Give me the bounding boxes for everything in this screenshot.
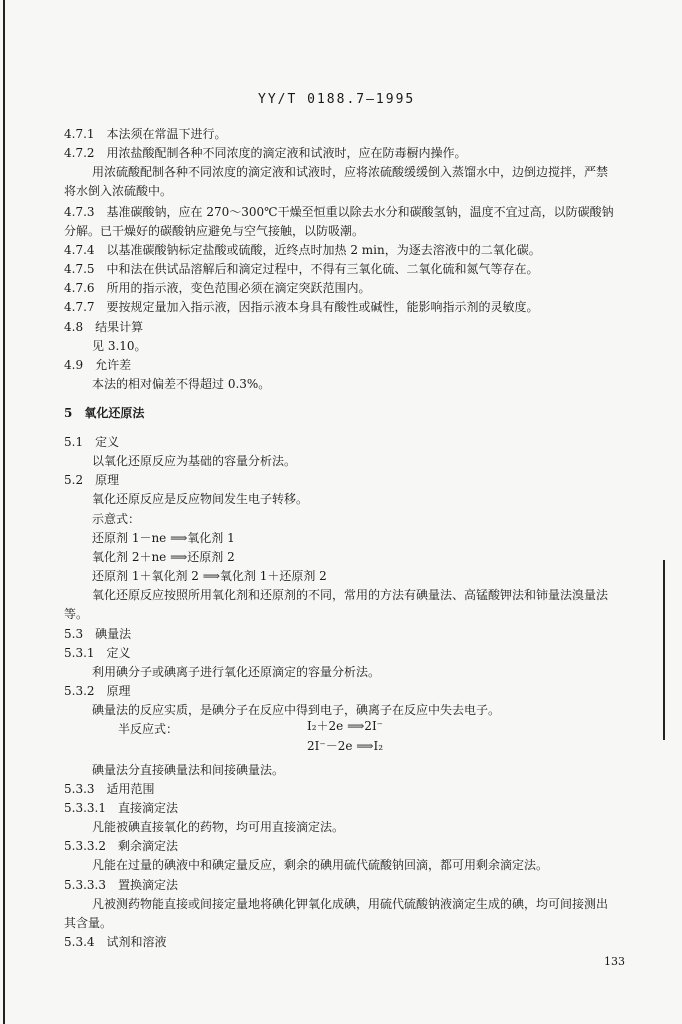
section-5-3-heading: 5.3 碘量法 xyxy=(64,627,132,641)
section-5-3-3-heading: 5.3.3 适用范围 xyxy=(64,782,155,796)
equation-line: 还原剂 1－ne ⟹氧化剂 1 xyxy=(92,531,235,545)
clause-4-7-1: 4.7.1 本法须在常温下进行。 xyxy=(64,127,227,141)
paragraph-line: 半反应式： xyxy=(118,722,179,736)
section-5-3-3-2-heading: 5.3.3.2 剩余滴定法 xyxy=(64,839,178,853)
paragraph-line: 示意式： xyxy=(92,512,141,526)
section-5-1-heading: 5.1 定义 xyxy=(64,435,120,449)
section-5-3-3-3-heading: 5.3.3.3 置换滴定法 xyxy=(64,878,178,892)
paragraph-line: 见 3.10。 xyxy=(92,339,147,353)
section-4-8-heading: 4.8 结果计算 xyxy=(64,320,144,334)
clause-4-7-6: 4.7.6 所用的指示液，变色范围必须在滴定突跃范围内。 xyxy=(64,281,371,295)
paragraph-line: 碘量法的反应实质，是碘分子在反应中得到电子，碘离子在反应中失去电子。 xyxy=(92,703,501,717)
section-5-heading: 5 氧化还原法 xyxy=(64,406,145,420)
paragraph-line: 凡能在过量的碘液中和碘定量反应，剩余的碘用硫代硫酸钠回滴，都可用剩余滴定法。 xyxy=(92,858,549,872)
paragraph-line: 本法的相对偏差不得超过 0.3%。 xyxy=(92,377,271,391)
clause-4-7-7: 4.7.7 要按规定量加入指示液，因指示液本身具有酸性或碱性，能影响指示剂的灵敏度。 xyxy=(64,300,539,314)
clause-4-7-2: 4.7.2 用浓盐酸配制各种不同浓度的滴定液和试液时，应在防毒橱内操作。 xyxy=(64,146,467,160)
page-header: YY/T 0188.7—1995 xyxy=(258,92,416,107)
clause-4-7-4: 4.7.4 以基准碳酸钠标定盐酸或硫酸，近终点时加热 2 min，为逐去溶液中的二氧化碳。 xyxy=(64,243,541,257)
section-5-3-3-1-heading: 5.3.3.1 直接滴定法 xyxy=(64,801,178,815)
paragraph-line: 用浓硫酸配制各种不同浓度的滴定液和试液时，应将浓硫酸缓缓倒入蒸馏水中，边倒边搅拌，严禁 xyxy=(92,165,609,179)
scan-edge-line xyxy=(663,560,665,740)
paragraph-line: 以氧化还原反应为基础的容量分析法。 xyxy=(92,454,297,468)
paragraph-line: 凡被测药物能直接或间接定量地将碘化钾氧化成碘，用硫代硫酸钠液滴定生成的碘，均可间接测出 xyxy=(92,897,609,911)
equation-line: 还原剂 1＋氧化剂 2 ⟹氧化剂 1＋还原剂 2 xyxy=(92,569,327,583)
paragraph-line: 凡能被碘直接氧化的药物，均可用直接滴定法。 xyxy=(92,820,345,834)
equation-line: I₂＋2e ⟹2I⁻ xyxy=(307,719,384,733)
scan-edge-line xyxy=(3,0,5,1024)
section-5-3-2-heading: 5.3.2 原理 xyxy=(64,684,131,698)
equation-line: 2I⁻－2e ⟹I₂ xyxy=(307,739,384,753)
paragraph-line: 等。 xyxy=(64,607,89,621)
page-number: 133 xyxy=(604,955,625,968)
paragraph-line: 氧化还原反应按照所用氧化剂和还原剂的不同，常用的方法有碘量法、高锰酸钾法和铈量法溴量法 xyxy=(92,588,609,602)
paragraph-line: 氧化还原反应是反应物间发生电子转移。 xyxy=(92,492,309,506)
clause-4-7-5: 4.7.5 中和法在供试品溶解后和滴定过程中，不得有三氧化硫、二氧化硫和氮气等存在。 xyxy=(64,262,539,276)
paragraph-line: 将水倒入浓硫酸中。 xyxy=(64,184,173,198)
section-5-3-4-heading: 5.3.4 试剂和溶液 xyxy=(64,935,167,949)
section-4-9-heading: 4.9 允许差 xyxy=(64,358,132,372)
section-5-3-1-heading: 5.3.1 定义 xyxy=(64,646,131,660)
clause-4-7-3: 4.7.3 基准碳酸钠，应在 270～300℃干燥至恒重以除去水分和碳酸氢钠，温度不宜过高，以防碳酸钠 xyxy=(64,205,614,219)
paragraph-line: 碘量法分直接碘量法和间接碘量法。 xyxy=(92,763,285,777)
paragraph-line: 利用碘分子或碘离子进行氧化还原滴定的容量分析法。 xyxy=(92,665,381,679)
section-5-2-heading: 5.2 原理 xyxy=(64,473,120,487)
paragraph-line: 分解。已干燥好的碳酸钠应避免与空气接触，以防吸潮。 xyxy=(64,224,365,238)
paragraph-line: 其含量。 xyxy=(64,916,113,930)
equation-line: 氧化剂 2＋ne ⟹还原剂 2 xyxy=(92,550,235,564)
